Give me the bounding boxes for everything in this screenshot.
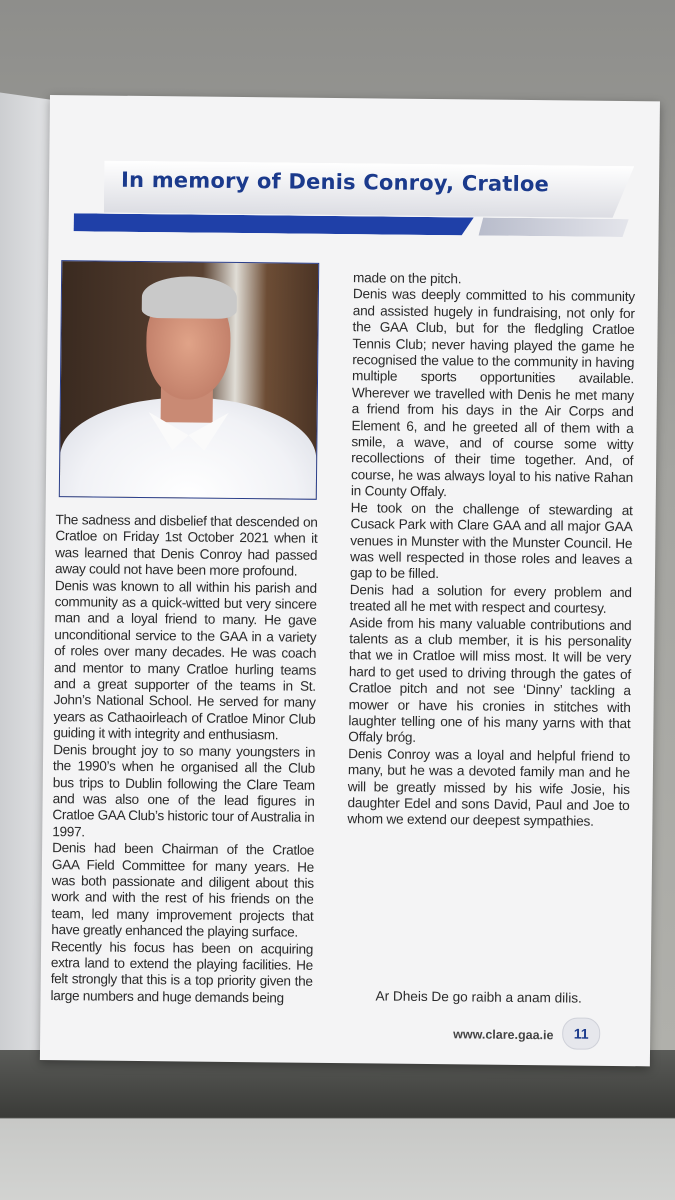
page-number: 11 [562, 1017, 600, 1049]
paragraph: Aside from his many valuable contributions and talents as a club member, it is his personality that we in Cratloe will miss most. It will be very hard to get used to driving through the gates of Cratloe pitch and not see ‘Dinny’ tackling a mower or have his cronies in stitches with laughter telling one of his many yarns with that Offaly bróg. [348, 614, 632, 746]
left-column [50, 512, 317, 1007]
footer-url: www.clare.gaa.ie [453, 1027, 554, 1043]
paragraph: Denis had been Chairman of the Cratloe GAA Field Committee for many years. He was both passionate and diligent about this work and with the rest of his friends on the team, led many improvement projects that have greatly enhanced the playing surface. [51, 840, 315, 940]
paragraph: Denis was deeply committed to his community and assisted hugely in fundraising, not only for the GAA Club, but for the fledgling Cratloe Tennis Club; never having played the game he recognised the value to the community in having multiple sports opportunities available. Wherever we travelled with Denis he met many a friend from his days in the Air Corps and Element 6, and he greeted all of them with a smile, a wave, and of course some witty recollections of their time together. And, of course, he was always loyal to his native Rahan in County Offaly. [350, 286, 635, 500]
closing-blessing: Ar Dheis De go raibh a anam dilis. [375, 988, 582, 1006]
paragraph: Denis brought joy to so many youngsters in the 1990’s when he organised all the Club bus trips to Dublin following the Clare Team and was also one of the lead figures in Cratloe GAA Club’s historic tour of Australia in 1997. [52, 741, 316, 840]
paragraph: Denis had a solution for every problem and treated all he met with respect and courtesy. [349, 581, 632, 616]
paragraph: Recently his focus has been on acquiring extra land to extend the playing facilities. He felt strongly that this is a top priority given the large numbers and huge demands being [50, 938, 314, 1006]
paragraph: Denis was known to all within his parish and community as a quick-witted but very sincere man and a loyal friend to many. He gave unconditional service to the GAA in a variety of roles over many decades. He was coach and mentor to many Cratloe hurling teams and a great supporter of the teams in St. John’s National School. He served for many years as Cathaoirleach of Cratloe Minor Club guiding it with integrity and enthusiasm. [53, 577, 317, 743]
right-column [347, 270, 635, 831]
title-accent-bar-grey [479, 217, 629, 237]
portrait-photo [59, 260, 319, 500]
title-accent-bar [74, 213, 474, 235]
article-title: In memory of Denis Conroy, Cratloe [120, 167, 550, 197]
paragraph: Denis Conroy was a loyal and helpful friend to many, but he was a devoted family man and he will be greatly missed by his wife Josie, his daughter Edel and sons David, Paul and Joe to whom we extend our deepest sympathies. [347, 745, 631, 830]
table-surface [0, 1050, 675, 1200]
paragraph: made on the pitch. [353, 270, 462, 287]
paragraph: The sadness and disbelief that descended on Cratloe on Friday 1st October 2021 when it was learned that Denis Conroy had passed away could not have been more profound. [54, 512, 318, 579]
magazine-page [40, 95, 660, 1066]
photo-hair [142, 276, 237, 319]
paragraph: He took on the challenge of stewarding at Cusack Park with Clare GAA and all major GAA venues in Munster with the Munster Council. He was well respected in those roles and leaves a gap to be filled. [349, 499, 633, 582]
